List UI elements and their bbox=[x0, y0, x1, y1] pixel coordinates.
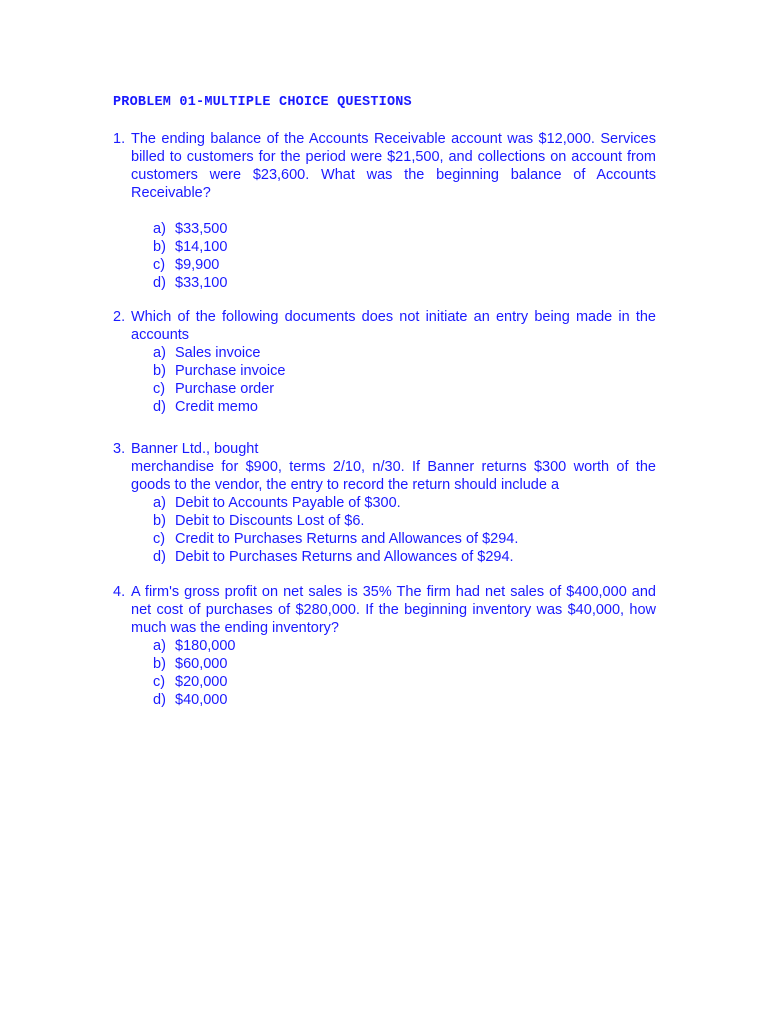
question-text bbox=[131, 440, 656, 494]
option-text: $20,000 bbox=[175, 674, 228, 690]
answer-option-d bbox=[153, 691, 656, 709]
option-letter: b) bbox=[153, 513, 166, 529]
question-text: The ending balance of the Accounts Receivable account was $12,000. Services billed to customers for the period were $21,500, and collections on account from customers were $23,600. What was the beginning balance of Accounts Receivable? bbox=[131, 131, 656, 201]
option-text: Debit to Discounts Lost of $6. bbox=[175, 513, 365, 529]
option-text: Purchase invoice bbox=[175, 363, 286, 379]
answer-option-a bbox=[153, 220, 656, 238]
answer-option-c bbox=[153, 530, 656, 548]
option-text: $60,000 bbox=[175, 656, 228, 672]
option-letter: d) bbox=[153, 549, 166, 565]
question-number: 3. bbox=[113, 441, 126, 457]
answer-option-a bbox=[153, 637, 656, 655]
option-text: $180,000 bbox=[175, 638, 236, 654]
answer-option-b bbox=[153, 655, 656, 673]
option-text: $33,100 bbox=[175, 275, 228, 291]
answer-option-c bbox=[153, 256, 656, 274]
question-number: 2. bbox=[113, 309, 126, 325]
answer-option-d bbox=[153, 398, 656, 416]
option-letter: a) bbox=[153, 638, 166, 654]
page-title: PROBLEM 01-MULTIPLE CHOICE QUESTIONS bbox=[113, 95, 412, 110]
answer-options bbox=[153, 494, 656, 566]
option-letter: b) bbox=[153, 363, 166, 379]
question-4 bbox=[113, 583, 656, 709]
question-text-line-2: merchandise for $900, terms 2/10, n/30. If Banner returns $300 worth of the goods to the vendor, the entry to record the return should include a bbox=[131, 459, 656, 493]
answer-option-a bbox=[153, 344, 656, 362]
question-3 bbox=[113, 440, 656, 566]
question-text: A firm's gross profit on net sales is 35% The firm had net sales of $400,000 and net cost of purchases of $280,000. If the beginning inventory was $40,000, how much was the ending inventory? bbox=[131, 584, 656, 636]
answer-options bbox=[153, 220, 656, 292]
option-letter: b) bbox=[153, 239, 166, 255]
option-letter: c) bbox=[153, 257, 166, 273]
option-text: $33,500 bbox=[175, 221, 228, 237]
option-letter: c) bbox=[153, 674, 166, 690]
option-letter: d) bbox=[153, 692, 166, 708]
question-number: 1. bbox=[113, 131, 126, 147]
answer-options bbox=[153, 344, 656, 416]
option-text: $14,100 bbox=[175, 239, 228, 255]
option-text: $9,900 bbox=[175, 257, 220, 273]
option-letter: d) bbox=[153, 399, 166, 415]
option-text: Credit to Purchases Returns and Allowances of $294. bbox=[175, 531, 519, 547]
question-text-line-1: Banner Ltd., bought bbox=[131, 441, 259, 457]
option-letter: a) bbox=[153, 221, 166, 237]
question-2 bbox=[113, 308, 656, 416]
question-number: 4. bbox=[113, 584, 126, 600]
answer-option-b bbox=[153, 362, 656, 380]
answer-options bbox=[153, 637, 656, 709]
answer-option-c bbox=[153, 380, 656, 398]
answer-option-d bbox=[153, 274, 656, 292]
option-text: Credit memo bbox=[175, 399, 258, 415]
option-text: $40,000 bbox=[175, 692, 228, 708]
option-text: Purchase order bbox=[175, 381, 275, 397]
option-letter: a) bbox=[153, 495, 166, 511]
option-letter: c) bbox=[153, 531, 166, 547]
answer-option-c bbox=[153, 673, 656, 691]
option-letter: c) bbox=[153, 381, 166, 397]
option-letter: b) bbox=[153, 656, 166, 672]
option-letter: a) bbox=[153, 345, 166, 361]
answer-option-d bbox=[153, 548, 656, 566]
option-text: Debit to Accounts Payable of $300. bbox=[175, 495, 401, 511]
option-text: Sales invoice bbox=[175, 345, 261, 361]
question-1 bbox=[113, 130, 656, 292]
answer-option-a bbox=[153, 494, 656, 512]
answer-option-b bbox=[153, 238, 656, 256]
option-text: Debit to Purchases Returns and Allowances of $294. bbox=[175, 549, 514, 565]
answer-option-b bbox=[153, 512, 656, 530]
option-letter: d) bbox=[153, 275, 166, 291]
question-text: Which of the following documents does not initiate an entry being made in the accounts bbox=[131, 309, 656, 343]
